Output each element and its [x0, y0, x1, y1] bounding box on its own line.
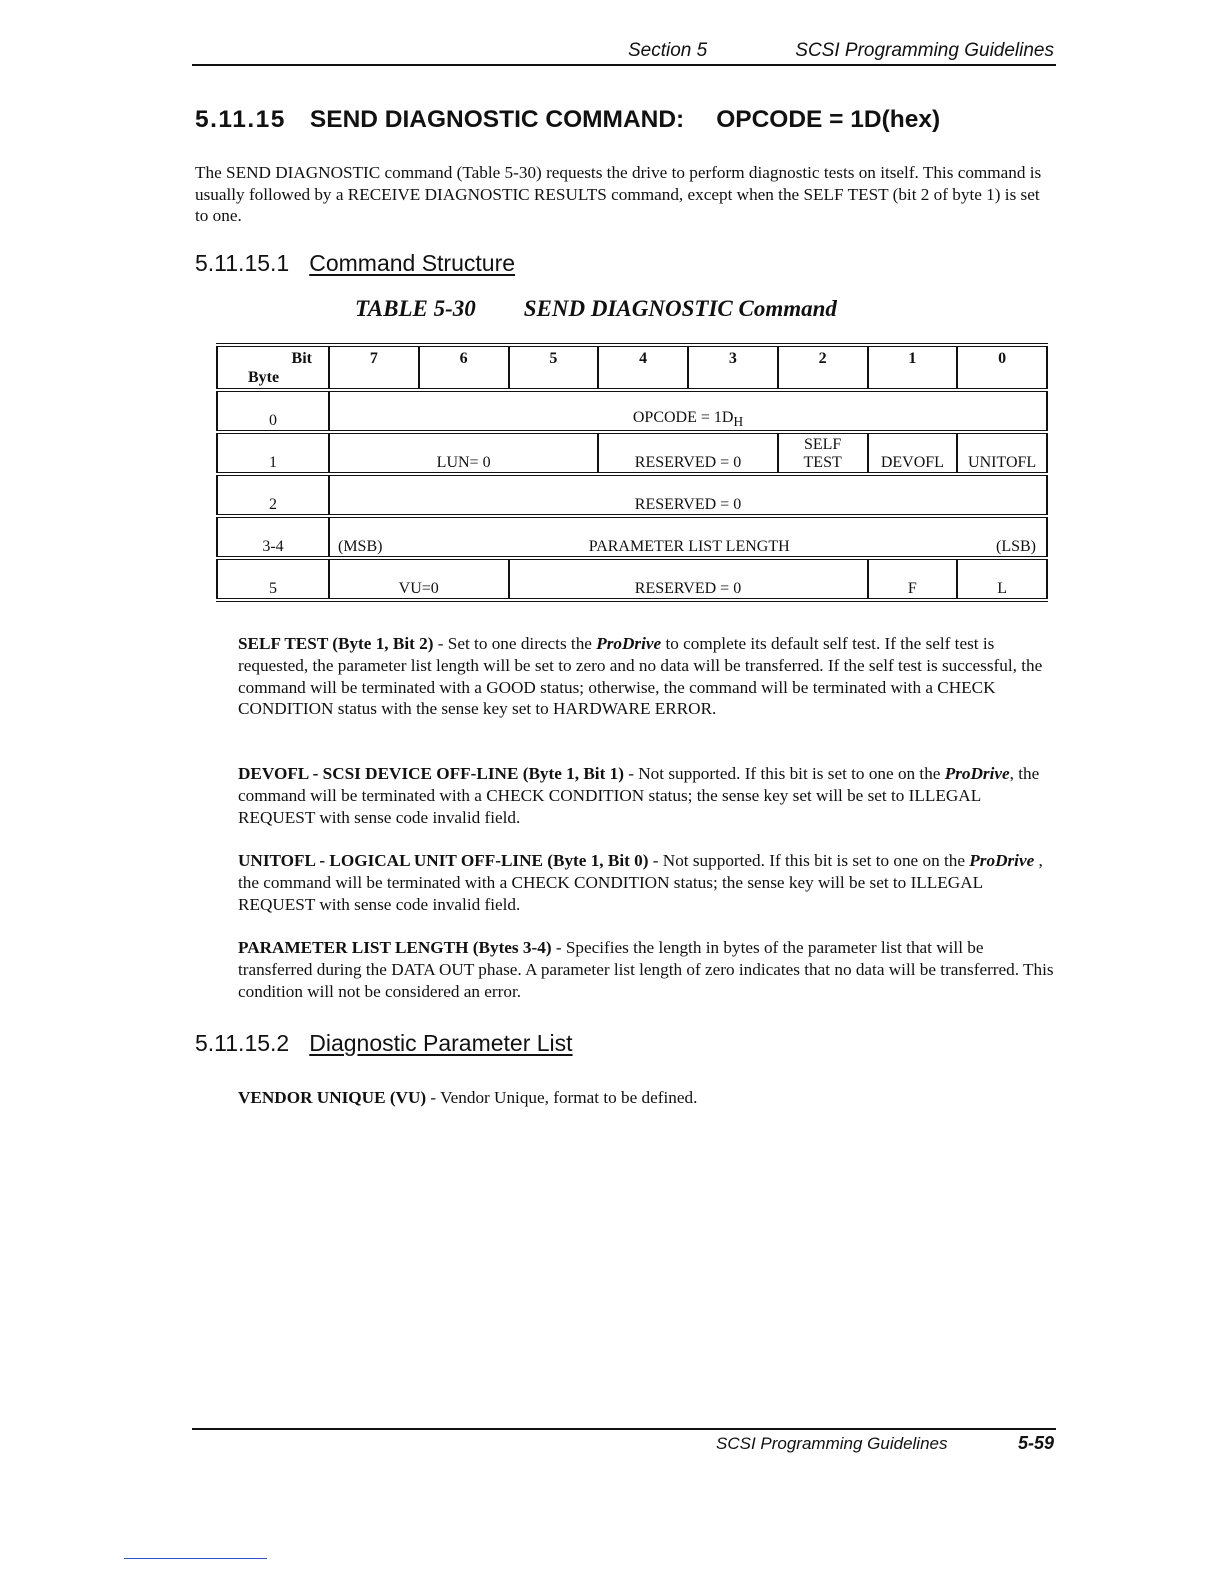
intro-paragraph: The SEND DIAGNOSTIC command (Table 5-30) requests the drive to perform diagnostic tests on itself. This command is usually followed by a RECEIVE DIAGNOSTIC RESULTS command, except when the SELF TEST (bit 2 of byte 1) is set to one. [195, 163, 1042, 225]
bit-5-header: 5 [509, 345, 599, 390]
devofl-cell: DEVOFL [868, 432, 958, 474]
opcode-cell [329, 390, 1047, 432]
paragraph-self-test [238, 633, 1056, 720]
bit-label: Bit [291, 350, 312, 367]
paragraph-param-list [238, 937, 1056, 1002]
paragraph-unitofl [238, 850, 1056, 915]
param-list-term: PARAMETER LIST LENGTH (Bytes 3-4) [238, 938, 552, 957]
table-label: TABLE 5-30 [355, 296, 476, 321]
bottom-rule [124, 1558, 267, 1559]
table-row-byte-0 [217, 390, 1047, 432]
link-cell: L [957, 558, 1047, 600]
unitofl-text-a: - Not supported. If this bit is set to one on the [648, 851, 970, 870]
vendor-text: - Vendor Unique, format to be defined. [426, 1088, 698, 1107]
table-caption [355, 296, 837, 322]
test-text: TEST [803, 454, 842, 471]
reserved-byte2-cell: RESERVED = 0 [329, 474, 1047, 516]
reserved-byte1-cell: RESERVED = 0 [598, 432, 778, 474]
byte-0-cell: 0 [217, 390, 329, 432]
byte-1-cell: 1 [217, 432, 329, 474]
product-name: ProDrive [969, 851, 1035, 870]
table-row-byte-2 [217, 474, 1047, 516]
header-section: Section 5 [628, 40, 708, 61]
table-row-byte-3-4 [217, 516, 1047, 558]
devofl-text-b: , the command will be terminated with a CHECK CONDITION status; the sense key set will be set to ILLEGAL REQUEST with sense code invalid field. [238, 764, 1040, 827]
devofl-text-a: - Not supported. If this bit is set to one on the [623, 764, 945, 783]
bit-4-header: 4 [598, 345, 688, 390]
bit-3-header: 3 [688, 345, 778, 390]
subsection-heading-diagnostic-parameter-list [195, 1030, 573, 1057]
section-number: 5.11.15 [195, 106, 286, 133]
bit-1-header: 1 [868, 345, 958, 390]
self-text: SELF [803, 436, 842, 453]
section-opcode: OPCODE = 1D(hex) [716, 106, 941, 133]
param-list-length-cell [329, 516, 1047, 558]
self-test-term: SELF TEST (Byte 1, Bit 2) [238, 634, 434, 653]
table-title: SEND DIAGNOSTIC Command [523, 296, 837, 321]
command-table [216, 343, 1048, 602]
lsb-label: (LSB) [996, 538, 1036, 555]
param-list-length-label: PARAMETER LIST LENGTH [588, 538, 790, 555]
section-heading [195, 106, 940, 134]
opcode-subscript: H [733, 414, 744, 429]
unitofl-text-b: , the command will be terminated with a CHECK CONDITION status; the sense key will be set to ILLEGAL REQUEST with sense code invalid field. [238, 851, 1043, 914]
subsection-title: Diagnostic Parameter List [309, 1030, 573, 1056]
product-name: ProDrive [596, 634, 662, 653]
byte-3-4-cell: 3-4 [217, 516, 329, 558]
subsection-number: 5.11.15.2 [195, 1030, 290, 1056]
subsection-title: Command Structure [309, 250, 516, 276]
bit-0-header: 0 [957, 345, 1047, 390]
product-name: ProDrive [944, 764, 1010, 783]
page-header [192, 38, 1056, 66]
footer-title: SCSI Programming Guidelines [716, 1434, 948, 1453]
reserved-byte5-cell: RESERVED = 0 [509, 558, 868, 600]
bit-2-header: 2 [778, 345, 868, 390]
vendor-term: VENDOR UNIQUE (VU) [238, 1088, 427, 1107]
table-header-row [217, 345, 1047, 390]
bit-7-header: 7 [329, 345, 419, 390]
byte-5-cell: 5 [217, 558, 329, 600]
table-row-byte-5 [217, 558, 1047, 600]
page-number: 5-59 [1017, 1433, 1054, 1453]
header-title: SCSI Programming Guidelines [795, 40, 1054, 61]
flag-cell: F [868, 558, 958, 600]
byte-2-cell: 2 [217, 474, 329, 516]
self-test-text-b: to complete its default self test. If the self test is requested, the parameter list length will be set to zero and no data will be transferred. If the self test is successful, the command will be terminated with a GOOD status; otherwise, the command will be terminated with a CHECK CONDITION status with the sense key set to HARDWARE ERROR. [238, 634, 1043, 719]
paragraph-devofl [238, 763, 1056, 828]
self-test-text-a: - Set to one directs the [433, 634, 597, 653]
subsection-heading-command-structure [195, 250, 515, 277]
lun-cell: LUN= 0 [329, 432, 598, 474]
unitofl-term: UNITOFL - LOGICAL UNIT OFF-LINE (Byte 1, Bit 0) [238, 851, 649, 870]
paragraph-vendor-unique [238, 1087, 1056, 1109]
table-row-byte-1 [217, 432, 1047, 474]
msb-label: (MSB) [338, 538, 383, 555]
vu-cell: VU=0 [329, 558, 509, 600]
page-footer [192, 1428, 1056, 1458]
opcode-text: OPCODE = 1D [632, 408, 734, 426]
section-title: SEND DIAGNOSTIC COMMAND: [309, 106, 685, 133]
self-test-cell [778, 432, 868, 474]
byte-label: Byte [248, 369, 280, 386]
devofl-term: DEVOFL - SCSI DEVICE OFF-LINE (Byte 1, Bit 1) [238, 764, 624, 783]
param-list-text: - Specifies the length in bytes of the parameter list that will be transferred during the DATA OUT phase. A parameter list length of zero indicates that no data will be transferred. This condition will not be considered an error. [238, 938, 1054, 1001]
bit-byte-header [217, 345, 329, 390]
unitofl-cell: UNITOFL [957, 432, 1047, 474]
subsection-number: 5.11.15.1 [195, 250, 290, 276]
bit-6-header: 6 [419, 345, 509, 390]
